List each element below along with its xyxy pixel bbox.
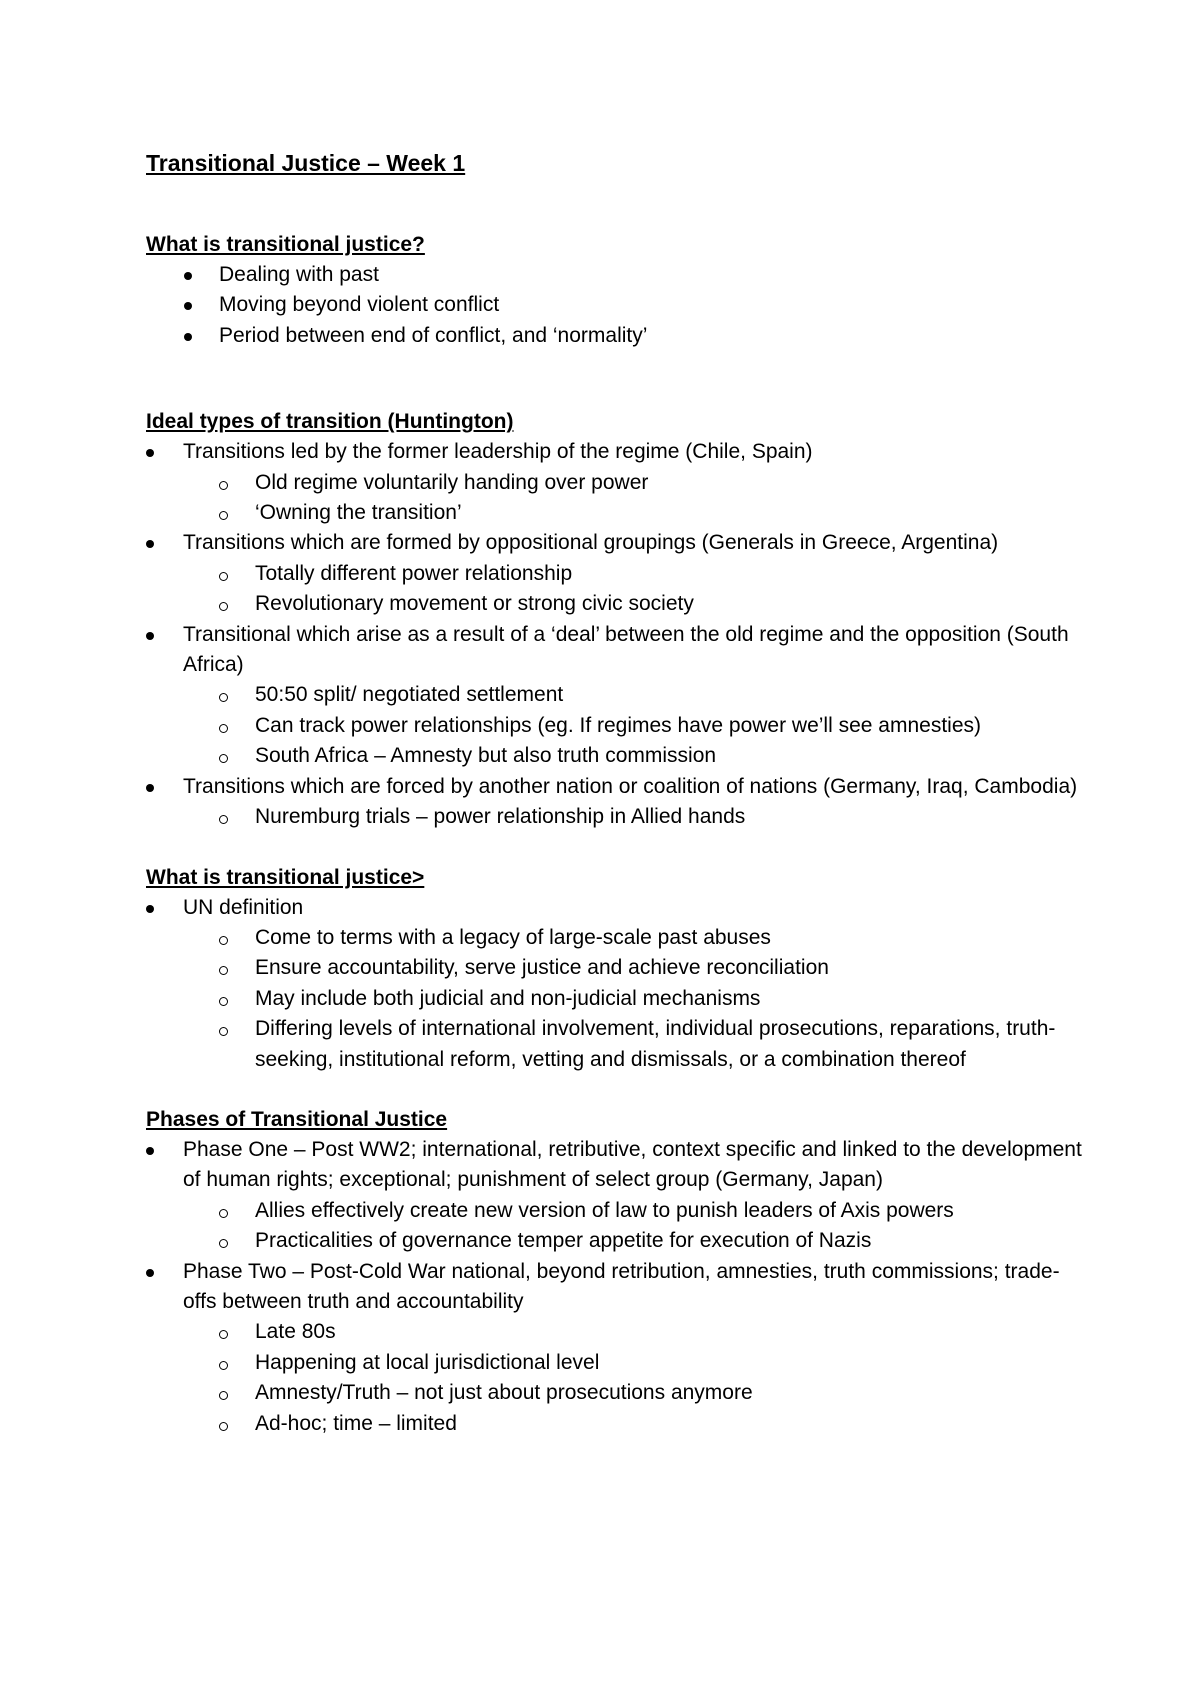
section-heading: Phases of Transitional Justice [146, 1107, 448, 1131]
sub-list-item: Revolutionary movement or strong civic society [146, 589, 1086, 619]
sub-list-item: May include both judicial and non-judicial mechanisms [146, 984, 1086, 1014]
bullet-list [146, 893, 1086, 1075]
circle-bullet-icon [219, 693, 228, 702]
list-item: Period between end of conflict, and ‘normality’ [146, 321, 1086, 351]
bullet-icon [146, 1147, 154, 1155]
list-item: Moving beyond violent conflict [146, 290, 1086, 320]
sub-list-item: Amnesty/Truth – not just about prosecutions anymore [146, 1378, 1086, 1408]
sub-list-item: Can track power relationships (eg. If regimes have power we’ll see amnesties) [146, 711, 1086, 741]
circle-bullet-icon [219, 936, 228, 945]
section-heading: What is transitional justice> [146, 865, 425, 889]
circle-bullet-icon [219, 1391, 228, 1400]
sub-list-item: Practicalities of governance temper appetite for execution of Nazis [146, 1226, 1086, 1256]
bullet-icon [146, 784, 154, 792]
bullet-icon [146, 905, 154, 913]
circle-bullet-icon [219, 1330, 228, 1339]
bullet-icon [184, 302, 192, 310]
sub-list-item: ‘Owning the transition’ [146, 498, 1086, 528]
sub-list-item: Late 80s [146, 1317, 1086, 1347]
list-item: UN definition [146, 893, 1086, 923]
circle-bullet-icon [219, 1209, 228, 1218]
list-item: Transitions which are formed by oppositional groupings (Generals in Greece, Argentina) [146, 528, 1086, 558]
section-heading: What is transitional justice? [146, 233, 425, 256]
bullet-icon [184, 272, 192, 280]
circle-bullet-icon [219, 966, 228, 975]
sub-list-item: 50:50 split/ negotiated settlement [146, 680, 1086, 710]
circle-bullet-icon [219, 1027, 228, 1036]
sub-list-item: Totally different power relationship [146, 559, 1086, 589]
list-item: Transitions which are forced by another nation or coalition of nations (Germany, Iraq, Cambodia) [146, 772, 1086, 802]
list-item: Phase One – Post WW2; international, retributive, context specific and linked to the development of human rights; exceptional; punishment of select group (Germany, Japan) [146, 1135, 1086, 1196]
sub-list-item: Differing levels of international involvement, individual prosecutions, reparations, truth-seeking, institutional reform, vetting and dismissals, or a combination thereof [146, 1014, 1086, 1075]
circle-bullet-icon [219, 815, 228, 824]
bullet-list [146, 1135, 1086, 1439]
circle-bullet-icon [219, 572, 228, 581]
bullet-icon [146, 540, 154, 548]
list-item: Transitional which arise as a result of a ‘deal’ between the old regime and the opposition (South Africa) [146, 620, 1086, 681]
sub-list-item: Happening at local jurisdictional level [146, 1348, 1086, 1378]
circle-bullet-icon [219, 754, 228, 763]
bullet-icon [146, 449, 154, 457]
circle-bullet-icon [219, 1361, 228, 1370]
bullet-list [146, 437, 1086, 832]
list-item: Transitions led by the former leadership of the regime (Chile, Spain) [146, 437, 1086, 467]
sub-list-item: South Africa – Amnesty but also truth commission [146, 741, 1086, 771]
page-title: Transitional Justice – Week 1 [146, 150, 466, 176]
bullet-icon [146, 632, 154, 640]
circle-bullet-icon [219, 1422, 228, 1431]
list-item: Dealing with past [146, 260, 1086, 290]
list-item: Phase Two – Post-Cold War national, beyond retribution, amnesties, truth commissions; trade-offs between truth and accountability [146, 1257, 1086, 1318]
bullet-icon [146, 1269, 154, 1277]
document-content [146, 146, 1086, 1439]
sub-list-item: Ad-hoc; time – limited [146, 1409, 1086, 1439]
circle-bullet-icon [219, 511, 228, 520]
bullet-icon [184, 333, 192, 341]
section-heading: Ideal types of transition (Huntington) [146, 410, 514, 434]
sub-list-item: Allies effectively create new version of law to punish leaders of Axis powers [146, 1196, 1086, 1226]
sub-list-item: Old regime voluntarily handing over power [146, 468, 1086, 498]
circle-bullet-icon [219, 1239, 228, 1248]
bullet-list [146, 260, 1086, 351]
sub-list-item: Ensure accountability, serve justice and achieve reconciliation [146, 953, 1086, 983]
circle-bullet-icon [219, 481, 228, 490]
circle-bullet-icon [219, 602, 228, 611]
circle-bullet-icon [219, 724, 228, 733]
sub-list-item: Nuremburg trials – power relationship in Allied hands [146, 802, 1086, 832]
circle-bullet-icon [219, 997, 228, 1006]
sub-list-item: Come to terms with a legacy of large-scale past abuses [146, 923, 1086, 953]
